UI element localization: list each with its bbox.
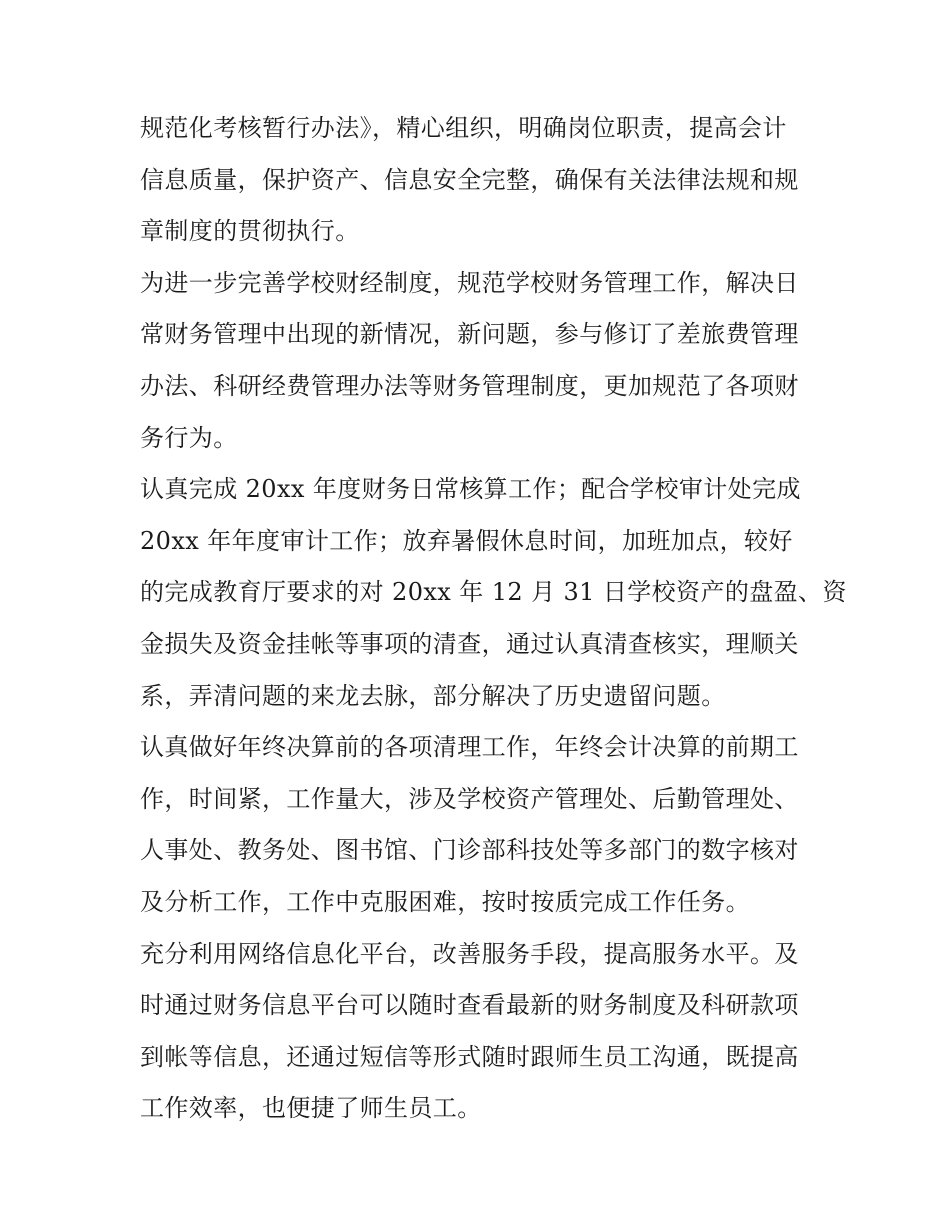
- paragraph-4: [140, 722, 815, 928]
- paragraph-1: [140, 103, 815, 258]
- text-line: 作，时间紧，工作量大，涉及学校资产管理处、后勤管理处、: [140, 784, 799, 813]
- paragraph-2: [140, 258, 815, 464]
- text-line: 20xx 年年度审计工作；放弃暑假休息时间，加班加点，较好: [140, 526, 793, 555]
- text-line: 务行为。: [140, 423, 238, 452]
- text-line: 规范化考核暂行办法》，精心组织，明确岗位职责，提高会计: [140, 114, 787, 142]
- text-line: 充分利用网络信息化平台，改善服务手段，提高服务水平。及: [140, 939, 799, 968]
- text-line: 信息质量，保护资产、信息安全完整，确保有关法律法规和规: [140, 165, 799, 194]
- text-line: 时通过财务信息平台可以随时查看最新的财务制度及科研款项: [140, 991, 799, 1020]
- text-line: 人事处、教务处、图书馆、门诊部科技处等多部门的数字核对: [140, 836, 799, 865]
- text-line: 的完成教育厅要求的对 20xx 年 12 月 31 日学校资产的盘盈、资: [140, 578, 847, 607]
- text-line: 常财务管理中出现的新情况，新问题，参与修订了差旅费管理: [140, 320, 799, 349]
- paragraph-3: [140, 464, 847, 722]
- text-line: 认真做好年终决算前的各项清理工作，年终会计决算的前期工: [140, 733, 799, 762]
- text-line: 办法、科研经费管理办法等财务管理制度，更加规范了各项财: [140, 371, 799, 400]
- text-line: 为进一步完善学校财经制度，规范学校财务管理工作，解决日: [140, 268, 799, 297]
- text-line: 及分析工作，工作中克服困难，按时按质完成工作任务。: [140, 887, 750, 916]
- text-line: 认真完成 20xx 年度财务日常核算工作；配合学校审计处完成: [140, 475, 801, 504]
- text-line: 系，弄清问题的来龙去脉，部分解决了历史遗留问题。: [140, 681, 726, 710]
- text-line: 金损失及资金挂帐等事项的清查，通过认真清查核实，理顺关: [140, 629, 799, 658]
- text-line: 章制度的贯彻执行。: [140, 217, 360, 246]
- paragraph-5: [140, 929, 815, 1135]
- document-body: [140, 103, 847, 1135]
- text-line: 工作效率，也便捷了师生员工。: [140, 1094, 482, 1123]
- text-line: 到帐等信息，还通过短信等形式随时跟师生员工沟通，既提高: [140, 1042, 799, 1071]
